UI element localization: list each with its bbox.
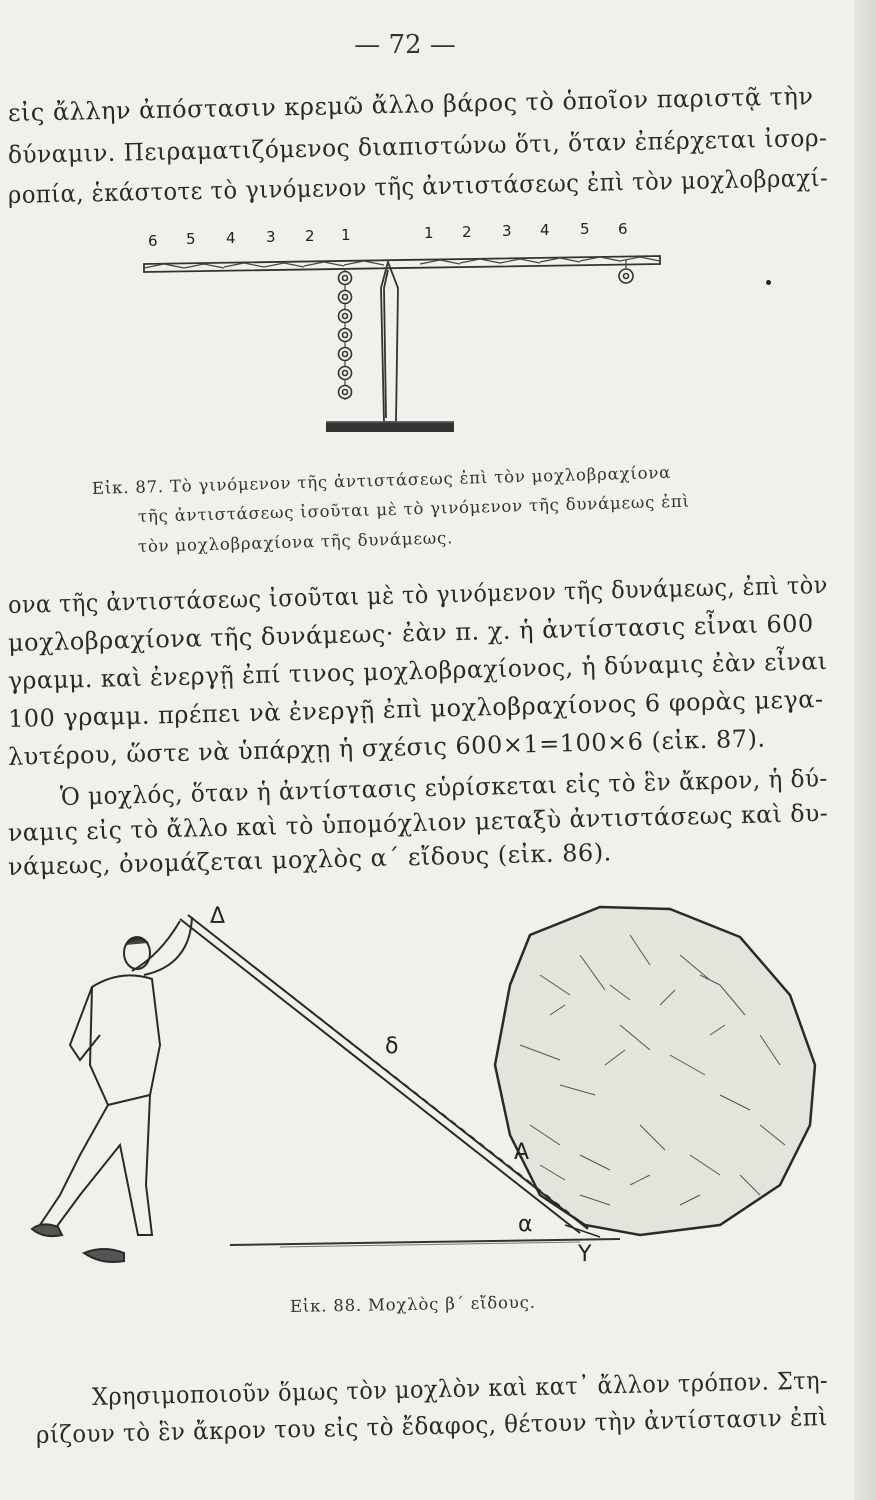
lever-left-number-1: 1: [341, 226, 351, 244]
lever-right-number-3: 3: [502, 222, 512, 240]
lever-right-number-1: 1: [424, 224, 434, 242]
body-line-4: 100 γραμμ. πρέπει νὰ ἐνεργῇ ἐπὶ μοχλοβραχίονος 6 φορὰς μεγα-: [7, 685, 824, 733]
body-line-8: νάμεως, ὀνομάζεται μοχλὸς α΄ εἴδους (εἰκ. 86).: [7, 838, 613, 881]
lever-right-number-4: 4: [540, 222, 550, 239]
lever-left-number-5: 5: [186, 230, 196, 248]
label-delta-lower: δ: [385, 1034, 399, 1059]
lever-left-number-6: 6: [148, 232, 158, 250]
label-A: A: [514, 1140, 530, 1165]
page-edge-shadow: [854, 0, 876, 1500]
label-alpha: α: [518, 1212, 533, 1237]
lever-left-number-3: 3: [266, 228, 276, 246]
intro-line-2: δύναμιν. Πειραματιζόμενος διαπιστώνω ὅτι, ὅταν ἐπέρχεται ἰσορ-: [7, 123, 828, 169]
lever-beam: [144, 256, 660, 272]
figure-87-balance-lever: [130, 222, 690, 452]
figure-88-caption: Εἰκ. 88. Μοχλὸς β΄ εἴδους.: [289, 1292, 536, 1316]
caption-87-line-1: Εἰκ. 87. Τὸ γινόμενον τῆς ἀντιστάσεως ἐπὶ τὸν μοχλοβραχίονα: [91, 462, 672, 498]
lever-left-number-2: 2: [305, 227, 315, 245]
figure-88-lever-boulder: [20, 895, 840, 1295]
label-Y: Y: [578, 1242, 592, 1267]
closing-line-2: ρίζουν τὸ ἓν ἄκρον του εἰς τὸ ἔδαφος, θέτουν τὴν ἀντίστασιν ἐπὶ: [35, 1403, 829, 1449]
right-weight: [619, 260, 633, 283]
lever-right-number-6: 6: [618, 222, 628, 238]
closing-line-1: Χρησιμοποιοῦν ὅμως τὸν μοχλὸν καὶ κατ᾽ ἄλλον τρόπον. Στη-: [91, 1366, 829, 1411]
intro-line-1: εἰς ἄλλην ἀπόστασιν κρεμῶ ἄλλο βάρος τὸ ὁποῖον παριστᾷ τὴν: [7, 82, 814, 127]
label-delta-upper: Δ: [210, 904, 226, 929]
lever-right-number-2: 2: [462, 223, 472, 241]
intro-line-3: ροπία, ἑκάστοτε τὸ γινόμενον τῆς ἀντιστάσεως ἐπὶ τὸν μοχλοβραχί-: [7, 163, 829, 209]
man-figure: [32, 917, 192, 1262]
caption-87-line-2: τῆς ἀντιστάσεως ἰσοῦται μὲ τὸ γινόμενον τῆς δυνάμεως ἐπὶ: [137, 491, 691, 526]
lever-left-number-4: 4: [226, 229, 236, 247]
page-number: — 72 —: [354, 30, 456, 60]
boulder: [495, 907, 815, 1235]
body-line-7: ναμις εἰς τὸ ἄλλο καὶ τὸ ὑπομόχλιον μεταξὺ ἀντιστάσεως καὶ δυ-: [7, 798, 829, 847]
body-line-5: λυτέρου, ὥστε νὰ ὑπάρχῃ ἡ σχέσις 600×1=100×6 (εἰκ. 87).: [7, 724, 766, 771]
margin-dot: [766, 280, 771, 285]
body-line-1: ονα τῆς ἀντιστάσεως ἰσοῦται μὲ τὸ γινόμενον τῆς δυνάμεως, ἐπὶ τὸν: [7, 570, 829, 619]
left-weights-stack: [339, 268, 352, 400]
lever-right-number-5: 5: [580, 222, 590, 238]
caption-87-line-3: τὸν μοχλοβραχίονα τῆς δυνάμεως.: [137, 528, 454, 556]
body-line-6: Ὁ μοχλός, ὅταν ἡ ἀντίστασις εὑρίσκεται εἰς τὸ ἓν ἄκρον, ἡ δύ-: [59, 764, 829, 811]
body-line-2: μοχλοβραχίονα τῆς δυνάμεως· ἐὰν π. χ. ἡ ἀντίστασις εἶναι 600: [7, 609, 815, 657]
body-line-3: γραμμ. καὶ ἐνεργῇ ἐπί τινος μοχλοβραχίονος, ἡ δύναμις ἐὰν εἶναι: [7, 646, 828, 695]
